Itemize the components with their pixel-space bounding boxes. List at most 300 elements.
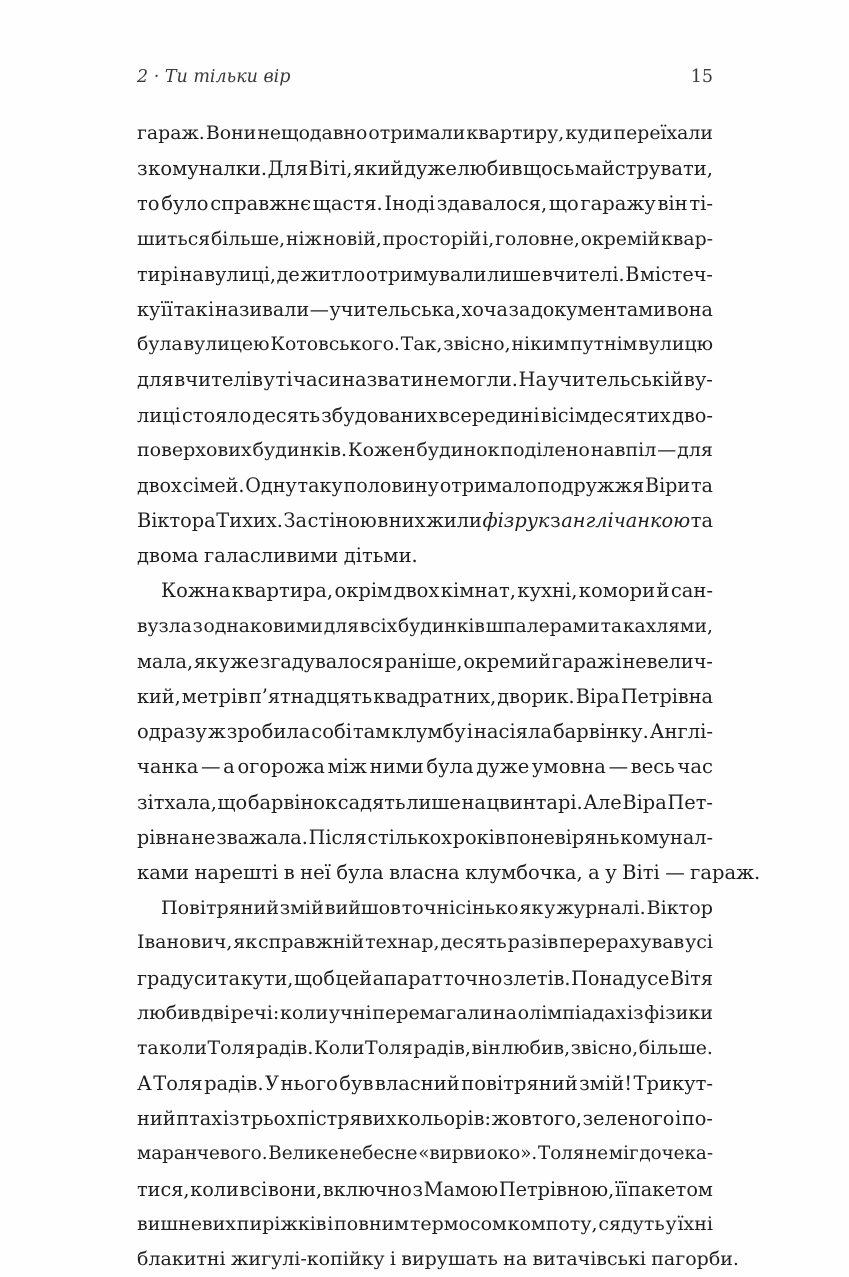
word: стількох xyxy=(367,825,452,849)
word: радів, xyxy=(413,1037,471,1059)
word: отримали xyxy=(368,122,466,144)
word: квар- xyxy=(660,228,713,250)
word: з xyxy=(192,615,203,637)
word: пістрявих xyxy=(296,1107,397,1131)
word: фізики xyxy=(644,1001,713,1024)
word: гараж. xyxy=(690,860,761,884)
word: Толя xyxy=(365,1037,413,1059)
word: трьох xyxy=(240,1107,297,1131)
word: Англі- xyxy=(649,720,713,744)
word: їхні xyxy=(677,1212,713,1235)
word: то xyxy=(137,192,160,216)
word: для xyxy=(677,438,713,461)
word: апарат xyxy=(372,966,443,990)
word: нарешті xyxy=(194,860,279,884)
word: як xyxy=(519,896,544,920)
text-line xyxy=(137,925,713,960)
word: зеленого xyxy=(582,1107,675,1131)
word: В xyxy=(625,262,640,286)
word: квадратних, xyxy=(373,685,497,708)
word: сімей. xyxy=(182,473,245,497)
word: компоту, xyxy=(507,1212,598,1235)
word: щоб xyxy=(293,966,335,990)
word: окрім xyxy=(334,579,393,603)
word: градуси xyxy=(137,966,218,990)
word: клумбу xyxy=(391,720,466,744)
word: та xyxy=(600,615,623,637)
word: часи xyxy=(293,368,342,392)
word: птах xyxy=(176,1107,223,1131)
word: ж xyxy=(207,720,226,744)
word: комори xyxy=(578,579,656,603)
word: для xyxy=(137,368,174,392)
word: коли xyxy=(159,1037,207,1059)
word: комуналки. xyxy=(148,157,268,181)
word: пиріжків xyxy=(236,1212,327,1235)
word: метрів xyxy=(181,685,248,708)
word: — xyxy=(608,755,629,779)
word: перерахував xyxy=(559,931,685,954)
word: За xyxy=(283,509,308,533)
word: витачівські xyxy=(532,1248,646,1270)
word: — xyxy=(657,438,677,461)
word: сан- xyxy=(670,579,713,603)
word: зважала. xyxy=(216,825,308,849)
word: більше. xyxy=(638,1037,713,1059)
word: клумбочка, xyxy=(465,860,583,884)
word: Одну xyxy=(245,473,297,497)
word: назвати xyxy=(342,368,424,392)
word: нещодавно xyxy=(257,122,368,144)
word: вісімдесятих xyxy=(540,403,671,427)
word: та xyxy=(690,509,713,533)
word: час xyxy=(677,755,713,779)
text-line xyxy=(137,820,713,855)
word: рівна xyxy=(137,825,191,849)
word: була xyxy=(336,860,384,884)
word: не xyxy=(585,1143,609,1165)
word: Кожна xyxy=(161,579,231,603)
word: собі xyxy=(311,720,352,744)
word: містеч- xyxy=(639,262,713,286)
word: Мамою xyxy=(423,1177,499,1201)
word: квартира, xyxy=(231,579,334,603)
word: них xyxy=(388,509,426,533)
text-line xyxy=(137,1207,713,1242)
word: вузла xyxy=(137,615,192,637)
word: з xyxy=(550,509,561,533)
word: мала, xyxy=(137,649,194,673)
word: Пет- xyxy=(667,790,713,814)
text-line xyxy=(137,679,713,714)
word: кахлями, xyxy=(622,615,713,637)
word: небесне xyxy=(339,1143,418,1165)
word: А xyxy=(137,1072,152,1096)
word: Після xyxy=(308,825,367,849)
word: Віри xyxy=(645,473,691,497)
word: справжній xyxy=(258,931,365,954)
word: окремій xyxy=(580,228,661,250)
word: лише xyxy=(406,790,461,814)
word: учительська, xyxy=(329,297,462,321)
word: років xyxy=(452,825,506,849)
text-line xyxy=(137,1031,713,1066)
word: окремий xyxy=(463,649,552,673)
word: поверхових xyxy=(137,438,252,461)
word: Іноді xyxy=(384,192,436,216)
paragraph xyxy=(137,890,739,1277)
word: шиться xyxy=(137,228,211,250)
word: галасливими xyxy=(203,544,339,568)
word: для xyxy=(323,615,359,637)
word: пакетом xyxy=(627,1177,713,1201)
word: більше, xyxy=(210,228,286,250)
word: Петрівна xyxy=(620,685,713,708)
word: всі xyxy=(239,1177,268,1201)
word: зітхала, xyxy=(137,790,217,814)
word: нього xyxy=(280,1072,338,1096)
word: У xyxy=(265,1072,280,1096)
word: дуже xyxy=(403,157,457,181)
word: міг xyxy=(608,1143,639,1165)
word: садять xyxy=(337,790,406,814)
word: зробила xyxy=(226,720,311,744)
word: журналі. xyxy=(556,896,646,920)
word: «вирви xyxy=(418,1143,487,1165)
word: жовтого, xyxy=(491,1107,582,1131)
word: Толя xyxy=(153,1072,203,1096)
word: і xyxy=(327,1212,334,1235)
word: в xyxy=(377,509,389,533)
text-line xyxy=(137,1172,713,1207)
word: повним xyxy=(334,1212,410,1235)
word: власна xyxy=(389,860,460,884)
word: одразу xyxy=(137,720,207,744)
word: олімпіадах xyxy=(517,1001,627,1024)
word: насіяла xyxy=(473,720,553,744)
word: у xyxy=(665,1212,677,1235)
word: хоча xyxy=(461,297,508,321)
word: вирушать xyxy=(401,1248,498,1270)
text-line xyxy=(137,538,713,573)
word: барвінок xyxy=(247,790,338,814)
text-line xyxy=(137,503,713,538)
paragraph xyxy=(137,116,713,573)
text-line xyxy=(137,1101,713,1136)
word: між xyxy=(327,755,367,779)
word: як xyxy=(193,649,218,673)
word: щастя. xyxy=(312,192,383,216)
word: стіною xyxy=(307,509,377,533)
word: Коли xyxy=(314,1037,365,1059)
word: двох xyxy=(393,579,440,603)
word: коли xyxy=(190,1177,239,1201)
word: радів. xyxy=(204,1072,264,1096)
word: не xyxy=(191,825,216,849)
word: ті xyxy=(275,368,293,392)
word: вулиці, xyxy=(204,262,276,286)
word: ками xyxy=(137,860,189,884)
word: вчителі. xyxy=(541,262,625,286)
text-line xyxy=(137,890,713,925)
word: куди xyxy=(565,122,613,144)
word: ву- xyxy=(683,368,713,392)
word: звісно, xyxy=(570,1037,639,1059)
word: дітьми. xyxy=(343,544,418,568)
word: подружжя xyxy=(537,473,645,497)
word: цвинтарі. xyxy=(486,790,583,814)
text-line xyxy=(137,433,713,468)
word: її xyxy=(614,1177,628,1201)
word: у xyxy=(263,368,276,392)
text-line xyxy=(137,257,713,292)
word: пагорби. xyxy=(651,1248,739,1270)
word: таку xyxy=(297,473,343,497)
word: жигулі-копійку xyxy=(230,1248,385,1270)
text-line xyxy=(137,1242,739,1277)
text-line xyxy=(137,222,713,257)
word: любив xyxy=(137,1001,201,1024)
word: навпіл xyxy=(590,438,657,461)
text-line xyxy=(137,468,713,503)
word: усі xyxy=(685,931,713,954)
word: всередині xyxy=(438,403,540,427)
word: блакитні xyxy=(137,1248,226,1270)
word: шпалерами xyxy=(485,615,600,637)
word: гаражу xyxy=(580,192,656,216)
text-line xyxy=(137,785,713,820)
word: Так, xyxy=(400,333,443,356)
word: точнісінько xyxy=(401,896,519,920)
text-line xyxy=(137,1066,713,1101)
word: любив xyxy=(457,157,523,181)
word: вони, xyxy=(267,1177,323,1201)
word: було xyxy=(161,192,209,216)
word: радів. xyxy=(255,1037,314,1059)
word: гараж xyxy=(551,649,615,673)
text-line xyxy=(137,1136,713,1171)
word: Толя xyxy=(207,1037,256,1059)
word: будинок xyxy=(416,438,500,461)
word: вийшов xyxy=(324,896,401,920)
word: Але xyxy=(583,790,622,814)
word: путнім xyxy=(569,333,638,356)
word: з xyxy=(137,157,148,181)
word: була xyxy=(137,333,183,356)
word: повітряний xyxy=(461,1072,578,1096)
word: Котовського. xyxy=(270,333,400,356)
word: Віра xyxy=(622,790,667,814)
word: і xyxy=(389,1248,396,1270)
word: змій xyxy=(279,896,324,920)
word: око». xyxy=(486,1143,538,1165)
word: власний xyxy=(374,1072,460,1096)
word: половину xyxy=(343,473,439,497)
word: здавалося, xyxy=(436,192,548,216)
word: могли. xyxy=(449,368,518,392)
word: він xyxy=(471,1037,501,1059)
word: раніше, xyxy=(384,649,463,673)
word: на xyxy=(461,790,486,814)
text-line xyxy=(137,714,713,749)
word: там xyxy=(352,720,391,744)
word: жили xyxy=(426,509,482,533)
word: будинків. xyxy=(252,438,347,461)
word: чанка xyxy=(137,755,199,779)
word: ний xyxy=(137,1107,176,1131)
word: переїхали xyxy=(613,122,713,144)
word: Петрівною, xyxy=(498,1177,615,1201)
word: точно xyxy=(443,966,503,990)
word: поневірянь xyxy=(506,825,620,849)
word: усе xyxy=(636,966,670,990)
word: лиці xyxy=(137,403,181,427)
word: що xyxy=(217,790,248,814)
word: на xyxy=(179,262,204,286)
word: невелич- xyxy=(622,649,713,673)
text-line xyxy=(137,186,713,221)
word: збудованих xyxy=(321,403,438,427)
word: кімнат, xyxy=(440,579,516,603)
running-title: 2 · Ти тільки вір xyxy=(137,67,291,87)
word: не xyxy=(424,368,449,392)
word: — xyxy=(309,297,329,321)
word: Віктор xyxy=(646,896,713,920)
word: який xyxy=(352,157,404,181)
word: житло xyxy=(300,262,366,286)
word: документами xyxy=(530,297,666,321)
word: Трикут- xyxy=(633,1072,713,1096)
word: фізрук xyxy=(482,509,550,533)
word: вишневих xyxy=(137,1212,237,1235)
word: перемагали xyxy=(372,1001,493,1024)
word: ку xyxy=(137,297,161,321)
word: була xyxy=(426,755,474,779)
word: новій, xyxy=(322,228,382,250)
word: ті- xyxy=(689,192,713,216)
paragraph xyxy=(137,573,761,890)
word: і xyxy=(208,297,215,321)
word: двома xyxy=(137,544,199,568)
word: Віті xyxy=(622,860,660,884)
word: разів xyxy=(507,931,559,954)
word: як xyxy=(233,931,258,954)
word: п’ятнадцять xyxy=(249,685,373,708)
word: та xyxy=(217,966,241,990)
text-line xyxy=(137,327,713,362)
word: отримували xyxy=(365,262,487,286)
word: включно xyxy=(322,1177,412,1201)
word: Велике xyxy=(268,1143,339,1165)
word: уже xyxy=(218,649,260,673)
word: на xyxy=(503,1248,528,1270)
word: злетів. xyxy=(502,966,571,990)
word: отримало xyxy=(439,473,537,497)
text-line xyxy=(137,855,761,890)
word: Вітя xyxy=(670,966,713,990)
word: — xyxy=(665,860,685,884)
word: ними xyxy=(369,755,424,779)
word: звісно, xyxy=(443,333,511,356)
word: кути, xyxy=(240,966,294,990)
word: будинків xyxy=(398,615,485,637)
word: згадувалося xyxy=(259,649,384,673)
word: Кожен xyxy=(347,438,416,461)
word: сядуть xyxy=(598,1212,665,1235)
body-text xyxy=(137,116,761,1277)
word: англічанкою xyxy=(561,509,691,533)
word: Іванович, xyxy=(137,931,233,954)
word: коли xyxy=(279,1001,329,1024)
word: умовна xyxy=(531,755,606,779)
word: просторій xyxy=(382,228,482,250)
text-line xyxy=(137,116,713,151)
word: та xyxy=(690,473,713,497)
word: стояло xyxy=(181,403,252,427)
word: кий, xyxy=(137,685,181,708)
text-line xyxy=(137,292,713,327)
word: дво- xyxy=(671,403,713,427)
word: огорожа xyxy=(237,755,325,779)
word: вулицею xyxy=(183,333,270,356)
word: називали xyxy=(214,297,310,321)
word: і xyxy=(675,1107,682,1131)
word: Повітряний xyxy=(161,896,279,920)
word: учительській xyxy=(547,368,684,392)
text-line xyxy=(137,362,713,397)
word: вулицю xyxy=(638,333,713,356)
word: речі: xyxy=(230,1001,280,1024)
text-line xyxy=(137,996,713,1031)
word: й xyxy=(656,579,670,603)
word: маранчевого. xyxy=(137,1143,268,1165)
word: тися, xyxy=(137,1177,190,1201)
word: на xyxy=(492,1001,517,1024)
word: десять xyxy=(252,403,321,427)
word: цей xyxy=(335,966,372,990)
word: однаковими xyxy=(203,615,323,637)
word: гараж. xyxy=(137,122,205,144)
word: щось xyxy=(523,157,575,181)
word: дочека- xyxy=(639,1143,713,1165)
word: барвінку. xyxy=(552,720,649,744)
word: майструвати, xyxy=(574,157,713,181)
word: із xyxy=(222,1107,240,1131)
text-line xyxy=(137,749,713,784)
word: дві xyxy=(201,1001,230,1024)
word: по- xyxy=(681,1107,713,1131)
word: любив, xyxy=(501,1037,571,1059)
word: вона xyxy=(666,297,713,321)
word: На xyxy=(518,368,548,392)
word: Віктора xyxy=(137,509,216,533)
word: із xyxy=(626,1001,644,1024)
word: що xyxy=(548,192,579,216)
word: кольорів: xyxy=(397,1107,491,1131)
word: і xyxy=(466,720,473,744)
word: у xyxy=(605,860,617,884)
word: дуже xyxy=(476,755,530,779)
text-line xyxy=(137,961,713,996)
word: так xyxy=(173,297,208,321)
word: двох xyxy=(137,473,182,497)
word: справжнє xyxy=(210,192,312,216)
word: де xyxy=(276,262,300,286)
word: та xyxy=(137,1037,159,1059)
text-line xyxy=(137,609,713,644)
word: Вони xyxy=(205,122,257,144)
word: — xyxy=(200,755,221,779)
